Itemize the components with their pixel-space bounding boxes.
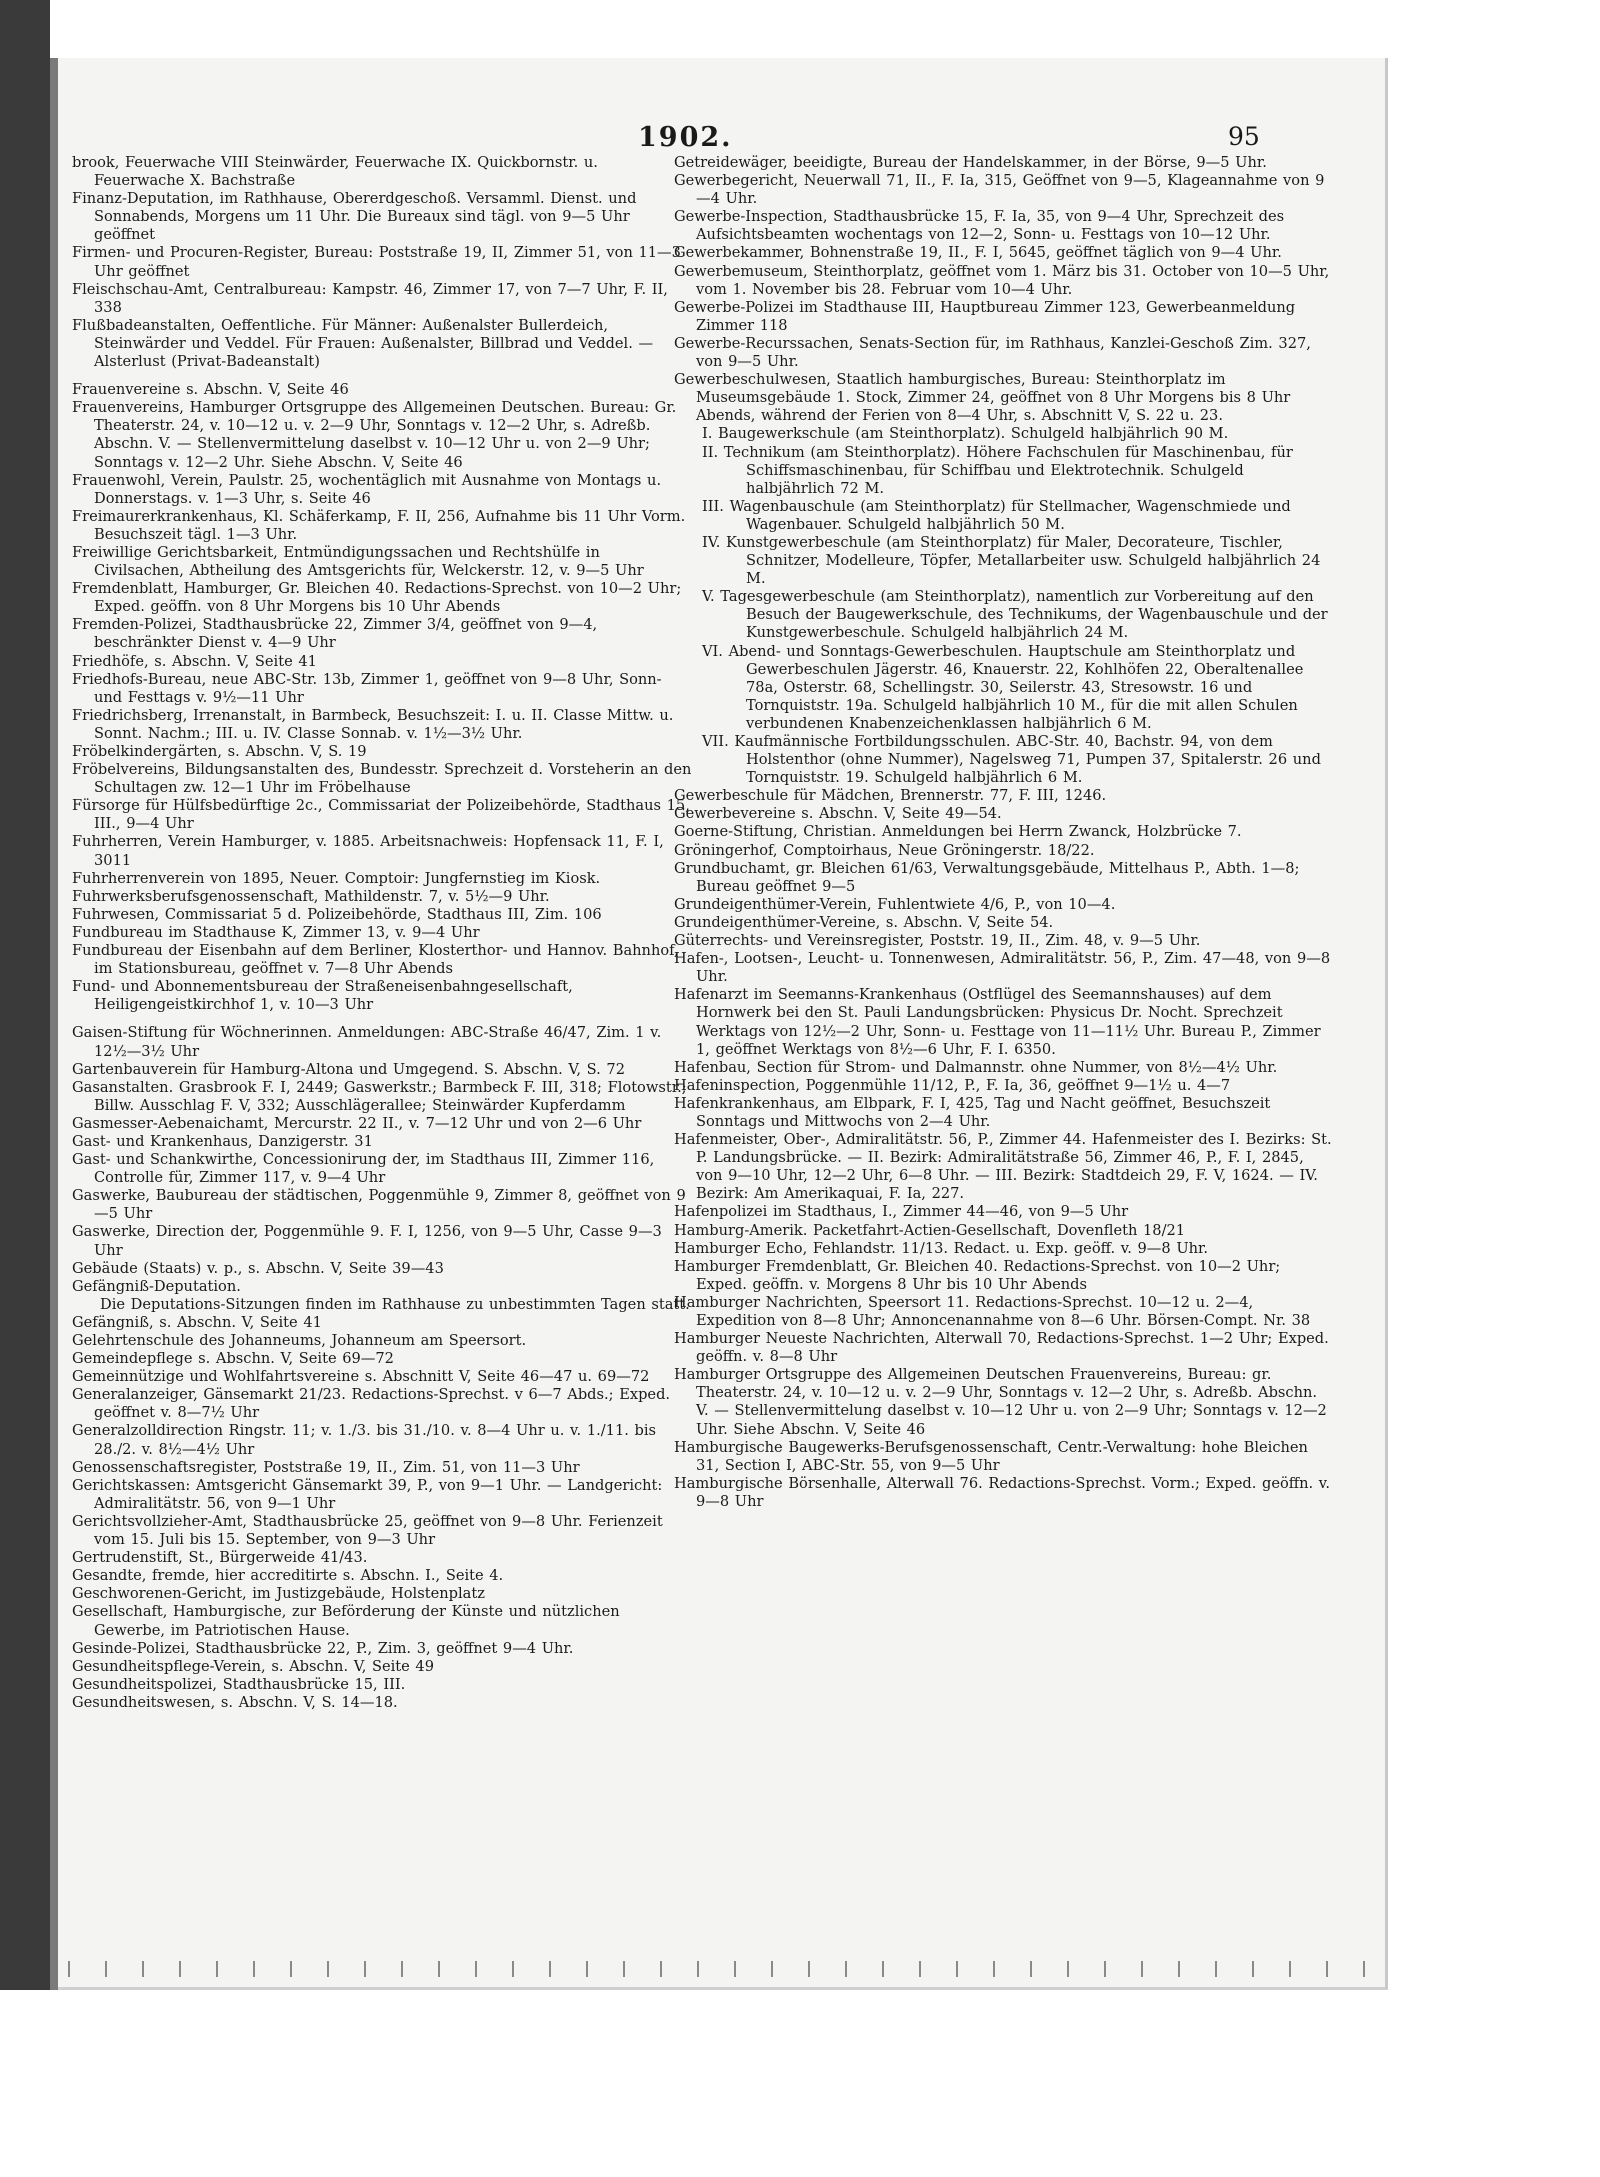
directory-entry: Fuhrherren, Verein Hamburger, v. 1885. Arbeitsnachweis: Hopfensack 11, F. I, 3011 xyxy=(72,833,664,869)
ruler-tick xyxy=(845,1961,847,1977)
directory-entry: Gewerbevereine s. Abschn. V, Seite 49—54. xyxy=(674,805,1002,823)
directory-entry: Hafenmeister, Ober-, Admiralitätstr. 56, P., Zimmer 44. Hafenmeister des I. Bezirks: St. P. Landungsbrücke. — II. Bezirk: Admiralitätstraße 56, Zimmer 46, P., F. I, 2845, von 9—10 Uhr, 12—2 Uhr, 6—8 Uhr. — III. Bezirk: Stadtdeich 29, F. V, 1624. — IV. Bezirk: Am Amerikaquai, F. Ia, 227. xyxy=(674,1131,1332,1203)
directory-entry: Gertrudenstift, St., Bürgerweide 41/43. xyxy=(72,1549,368,1567)
directory-entry: Friedrichsberg, Irrenanstalt, in Barmbeck, Besuchszeit: I. u. II. Classe Mittw. u. Sonnt. Nachm.; III. u. IV. Classe Sonnab. v. 1½—3½ Uhr. xyxy=(72,706,674,742)
ruler-tick xyxy=(105,1961,107,1977)
directory-entry: Flußbadeanstalten, Oeffentliche. Für Männer: Außenalster Bullerdeich, Steinwärder und Veddel. Für Frauen: Außenalster, Billbrad und Veddel. — Alsterlust (Privat-Badeanstalt) xyxy=(72,316,654,371)
ruler-tick xyxy=(438,1961,440,1977)
directory-entry: Gesundheitswesen, s. Abschn. V, S. 14—18. xyxy=(72,1693,398,1711)
directory-entry: Generalzolldirection Ringstr. 11; v. 1./3. bis 31./10. v. 8—4 Uhr u. v. 1./11. bis 28./2. v. 8½—4½ Uhr xyxy=(72,1422,657,1458)
directory-entry: Hamburg-Amerik. Packetfahrt-Actien-Gesellschaft, Dovenfleth 18/21 xyxy=(674,1221,1186,1239)
directory-entry: Fremden-Polizei, Stadthausbrücke 22, Zimmer 3/4, geöffnet von 9—4, beschränkter Dienst v. 4—9 Uhr xyxy=(72,616,598,652)
ruler-tick xyxy=(697,1961,699,1977)
directory-entry: Finanz-Deputation, im Rathhause, Obererdgeschoß. Versamml. Dienst. und Sonnabends, Morgens um 11 Uhr. Die Bureaux sind tägl. von 9—5 Uhr geöffnet xyxy=(72,190,637,244)
directory-entry: Gelehrtenschule des Johanneums, Johanneum am Speersort. xyxy=(72,1332,527,1349)
ruler-tick xyxy=(475,1961,477,1977)
directory-entry: Hamburgische Börsenhalle, Alterwall 76. Redactions-Sprechst. Vorm.; Exped. geöffn. v. 9—8 Uhr xyxy=(674,1474,1330,1510)
directory-entry: Frauenvereine s. Abschn. V, Seite 46 xyxy=(72,381,349,399)
directory-entry: VII. Kaufmännische Fortbildungsschulen. ABC-Str. 40, Bachstr. 94, von dem Holstenthor (ohne Nummer), Nagelsweg 71, Pumpen 37, Spitalerstr. 26 und Tornquiststr. 19. Schulgeld halbjährlich 6 M. xyxy=(702,733,1321,787)
ruler-tick xyxy=(1363,1961,1365,1977)
directory-entry: brook, Feuerwache VIII Steinwärder, Feuerwache IX. Quickbornstr. u. Feuerwache X. Bachstraße xyxy=(72,154,598,190)
directory-entry: Gemeinnützige und Wohlfahrtsvereine s. Abschnitt V, Seite 46—47 u. 69—72 xyxy=(72,1368,650,1386)
directory-entry: II. Technikum (am Steinthorplatz). Höhere Fachschulen für Maschinenbau, für Schiffsmaschinenbau, für Schiffbau und Elektrotechnik. Schulgeld halbjährlich 72 M. xyxy=(702,443,1293,497)
directory-entry: V. Tagesgewerbeschule (am Steinthorplatz), namentlich zur Vorbereitung auf den Besuch der Baugewerkschule, des Technikums, der Wagenbauschule und der Kunstgewerbeschule. Schulgeld halbjährlich 24 M. xyxy=(702,588,1328,642)
directory-entry: Gewerbegericht, Neuerwall 71, II., F. Ia, 315, Geöffnet von 9—5, Klageannahme von 9—4 Uhr. xyxy=(674,172,1325,208)
ruler-tick xyxy=(1326,1961,1328,1977)
directory-entry: Gesinde-Polizei, Stadthausbrücke 22, P., Zim. 3, geöffnet 9—4 Uhr. xyxy=(72,1639,574,1657)
directory-entry: Fuhrwesen, Commissariat 5 d. Polizeibehörde, Stadthaus III, Zim. 106 xyxy=(72,905,602,923)
directory-entry: Fuhrwerksberufsgenossenschaft, Mathildenstr. 7, v. 5½—9 Uhr. xyxy=(72,887,550,905)
directory-entry: Gesandte, fremde, hier accreditirte s. Abschn. I., Seite 4. xyxy=(72,1567,504,1585)
directory-entry: Goerne-Stiftung, Christian. Anmeldungen bei Herrn Zwanck, Holzbrücke 7. xyxy=(674,823,1242,841)
ruler-tick xyxy=(586,1961,588,1977)
directory-entry: Hafenkrankenhaus, am Elbpark, F. I, 425, Tag und Nacht geöffnet, Besuchszeit Sonntags und Mittwochs von 2—4 Uhr. xyxy=(674,1094,1271,1130)
directory-entry: Hafenbau, Section für Strom- und Dalmannstr. ohne Nummer, von 8½—4½ Uhr. xyxy=(674,1058,1278,1076)
directory-entry: Friedhöfe, s. Abschn. V, Seite 41 xyxy=(72,652,317,670)
directory-entry: Frauenvereins, Hamburger Ortsgruppe des Allgemeinen Deutschen. Bureau: Gr. Theaterstr. 24, v. 10—12 u. v. 2—9 Uhr, Sonntags v. 12—2 Uhr, s. Adreßb. Abschn. V. — Stellenvermittelung daselbst v. 10—12 Uhr u. von 2—9 Uhr; Sonntags v. 12—2 Uhr. Siehe Abschn. V, Seite 46 xyxy=(72,399,677,471)
directory-entry: Fröbelkindergärten, s. Abschn. V, S. 19 xyxy=(72,743,367,760)
left-column xyxy=(72,154,692,1712)
ruler-tick xyxy=(1215,1961,1217,1977)
directory-entry: Fuhrherrenverein von 1895, Neuer. Comptoir: Jungfernstieg im Kiosk. xyxy=(72,869,601,887)
directory-entry: Gefängniß, s. Abschn. V, Seite 41 xyxy=(72,1313,322,1331)
directory-entry: Fremdenblatt, Hamburger, Gr. Bleichen 40. Redactions-Sprechst. von 10—2 Uhr; Exped. geöffn. von 8 Uhr Morgens bis 10 Uhr Abends xyxy=(72,580,682,616)
directory-entry: Gerichtskassen: Amtsgericht Gänsemarkt 39, P., von 9—1 Uhr. — Landgericht: Admiralitätstr. 56, von 9—1 Uhr xyxy=(72,1476,663,1512)
directory-entry: Gewerbe-Inspection, Stadthausbrücke 15, F. Ia, 35, von 9—4 Uhr, Sprechzeit des Aufsichtsbeamten wochentags von 12—2, Sonn- u. Festtags von 10—12 Uhr. xyxy=(674,208,1285,244)
directory-entry: Gewerbeschule für Mädchen, Brennerstr. 77, F. III, 1246. xyxy=(674,787,1107,805)
ruler-tick xyxy=(882,1961,884,1977)
directory-entry: Gewerbeschulwesen, Staatlich hamburgisches, Bureau: Steinthorplatz im Museumsgebäude 1. Stock, Zimmer 24, geöffnet von 8 Uhr Morgens bis 8 Uhr Abends, während der Ferien von 8—4 Uhr, s. Abschnitt V, S. 22 u. 23. xyxy=(674,371,1291,425)
directory-entry: Gefängniß-Deputation. xyxy=(72,1277,241,1295)
ruler-tick xyxy=(771,1961,773,1977)
directory-entry: Hafenarzt im Seemanns-Krankenhaus (Ostflügel des Seemannshauses) auf dem Hornwerk bei den St. Pauli Landungsbrücken: Physicus Dr. Nocht. Sprechzeit Werktags von 12½—2 Uhr, Sonn- u. Festtage von 11—11½ Uhr. Bureau P., Zimmer 1, geöffnet Werktags von 8½—6 Uhr, F. I. 6350. xyxy=(674,986,1321,1058)
directory-entry: Fürsorge für Hülfsbedürftige 2c., Commissariat der Polizeibehörde, Stadthaus 15, III., 9—4 Uhr xyxy=(72,797,690,833)
directory-entry: Hafeninspection, Poggenmühle 11/12, P., F. Ia, 36, geöffnet 9—1½ u. 4—7 xyxy=(674,1076,1231,1094)
page-year: 1902. xyxy=(638,122,733,153)
directory-entry: Frauenwohl, Verein, Paulstr. 25, wochentäglich mit Ausnahme von Montags u. Donnerstags. v. 1—3 Uhr, s. Seite 46 xyxy=(72,471,662,507)
directory-entry: Gewerbe-Recurssachen, Senats-Section für, im Rathhaus, Kanzlei-Geschoß Zim. 327, von 9—5 Uhr. xyxy=(674,334,1311,371)
directory-entry: Firmen- und Procuren-Register, Bureau: Poststraße 19, II, Zimmer 51, von 11—3 Uhr geöffnet xyxy=(72,244,681,280)
directory-entry: Gaisen-Stiftung für Wöchnerinnen. Anmeldungen: ABC-Straße 46/47, Zim. 1 v. 12½—3½ Uhr xyxy=(72,1024,662,1060)
directory-entry: Fundbureau im Stadthause K, Zimmer 13, v. 9—4 Uhr xyxy=(72,923,480,941)
ruler-tick xyxy=(512,1961,514,1977)
directory-entry: Hamburger Neueste Nachrichten, Alterwall 70, Redactions-Sprechst. 1—2 Uhr; Exped. geöffn. v. 8—8 Uhr xyxy=(674,1330,1329,1366)
directory-entry: Freiwillige Gerichtsbarkeit, Entmündigungssachen und Rechtshülfe in Civilsachen, Abtheilung des Amtsgerichts für, Welckerstr. 12, v. 9—5 Uhr xyxy=(72,543,644,580)
right-column xyxy=(674,154,1334,1511)
directory-entry: Gaswerke, Baubureau der städtischen, Poggenmühle 9, Zimmer 8, geöffnet von 9—5 Uhr xyxy=(72,1187,686,1223)
directory-entry: Die Deputations-Sitzungen finden im Rathhause zu unbestimmten Tagen statt. xyxy=(100,1295,690,1313)
ruler-tick xyxy=(290,1961,292,1977)
directory-entry: I. Baugewerkschule (am Steinthorplatz). Schulgeld halbjährlich 90 M. xyxy=(702,425,1229,443)
directory-entry: Grundbuchamt, gr. Bleichen 61/63, Verwaltungsgebäude, Mittelhaus P., Abth. 1—8; Bureau geöffnet 9—5 xyxy=(674,859,1300,895)
ruler-tick xyxy=(253,1961,255,1977)
directory-entry: Hamburger Fremdenblatt, Gr. Bleichen 40. Redactions-Sprechst. von 10—2 Uhr; Exped. geöffn. v. Morgens 8 Uhr bis 10 Uhr Abends xyxy=(674,1257,1281,1293)
directory-entry: Freimaurerkrankenhaus, Kl. Schäferkamp, F. II, 256, Aufnahme bis 11 Uhr Vorm. Besuchszeit tägl. 1—3 Uhr. xyxy=(72,507,686,543)
directory-entry: Hafenpolizei im Stadthaus, I., Zimmer 44—46, von 9—5 Uhr xyxy=(674,1203,1129,1221)
directory-entry: Gewerbemuseum, Steinthorplatz, geöffnet vom 1. März bis 31. October von 10—5 Uhr, vom 1. November bis 28. Februar vom 10—4 Uhr. xyxy=(674,262,1330,298)
directory-entry: Friedhofs-Bureau, neue ABC-Str. 13b, Zimmer 1, geöffnet von 9—8 Uhr, Sonn- und Festtags v. 9½—11 Uhr xyxy=(72,670,662,706)
ruler-tick xyxy=(327,1961,329,1977)
directory-entry: Fleischschau-Amt, Centralbureau: Kampstr. 46, Zimmer 17, von 7—7 Uhr, F. II, 338 xyxy=(72,280,668,316)
ruler-tick xyxy=(808,1961,810,1977)
book-page xyxy=(58,58,1388,1990)
directory-entry: Gast- und Krankenhaus, Danzigerstr. 31 xyxy=(72,1132,373,1150)
directory-entry: VI. Abend- und Sonntags-Gewerbeschulen. Hauptschule am Steinthorplatz und Gewerbeschulen Jägerstr. 46, Knauerstr. 22, Kohlhöfen 22, Oberaltenallee 78a, Osterstr. 68, Schellingstr. 30, Seilerstr. 43, Stresowstr. 16 und Tornquiststr. 19a. Schulgeld halbjährlich 10 M., für die mit allen Schulen verbundenen Knabenzeichenklassen halbjährlich 6 M. xyxy=(702,642,1304,732)
ruler-tick xyxy=(1252,1961,1254,1977)
ruler-tick xyxy=(216,1961,218,1977)
ruler-tick xyxy=(623,1961,625,1977)
ruler-tick xyxy=(956,1961,958,1977)
directory-entry: Gasmesser-Aebenaichamt, Mercurstr. 22 II., v. 7—12 Uhr und von 2—6 Uhr xyxy=(72,1114,642,1132)
ruler-tick xyxy=(1067,1961,1069,1977)
directory-entry: Genossenschaftsregister, Poststraße 19, II., Zim. 51, von 11—3 Uhr xyxy=(72,1458,580,1476)
directory-entry: Gast- und Schankwirthe, Concessionirung der, im Stadthaus III, Zimmer 116, Controlle für, Zimmer 117, v. 9—4 Uhr xyxy=(72,1151,655,1187)
directory-entry: Gewerbe-Polizei im Stadthause III, Hauptbureau Zimmer 123, Gewerbeanmeldung Zimmer 118 xyxy=(674,298,1296,334)
ruler-tick xyxy=(993,1961,995,1977)
page-number: 95 xyxy=(1228,122,1260,151)
ruler-tick xyxy=(1141,1961,1143,1977)
ruler-tick xyxy=(549,1961,551,1977)
ruler-tick xyxy=(179,1961,181,1977)
directory-entry: III. Wagenbauschule (am Steinthorplatz) für Stellmacher, Wagenschmiede und Wagenbauer. Schulgeld halbjährlich 50 M. xyxy=(702,497,1291,533)
directory-entry: Gemeindepflege s. Abschn. V, Seite 69—72 xyxy=(72,1350,394,1368)
ruler-tick xyxy=(1104,1961,1106,1977)
directory-entry: Getreidewäger, beeidigte, Bureau der Handelskammer, in der Börse, 9—5 Uhr. xyxy=(674,154,1267,171)
directory-entry: Gesellschaft, Hamburgische, zur Beförderung der Künste und nützlichen Gewerbe, im Patriotischen Hause. xyxy=(72,1603,620,1639)
directory-entry: Hamburger Echo, Fehlandstr. 11/13. Redact. u. Exp. geöff. v. 9—8 Uhr. xyxy=(674,1239,1209,1257)
directory-entry: Gerichtsvollzieher-Amt, Stadthausbrücke 25, geöffnet von 9—8 Uhr. Ferienzeit vom 15. Juli bis 15. September, von 9—3 Uhr xyxy=(72,1512,663,1549)
directory-entry: Grundeigenthümer-Verein, Fuhlentwiete 4/6, P., von 10—4. xyxy=(674,895,1116,913)
ruler-tick xyxy=(68,1961,70,1977)
directory-entry: Hafen-, Lootsen-, Leucht- u. Tonnenwesen, Admiralitätstr. 56, P., Zim. 47—48, von 9—8 Uhr. xyxy=(674,950,1331,986)
scan-ruler xyxy=(58,1957,1388,1977)
directory-entry: Gebäude (Staats) v. p., s. Abschn. V, Seite 39—43 xyxy=(72,1259,444,1277)
directory-entry: Hamburger Ortsgruppe des Allgemeinen Deutschen Frauenvereins, Bureau: gr. Theaterstr. 24, v. 10—12 u. v. 2—9 Uhr, Sonntags v. 12—2 Uhr, s. Adreßb. Abschn. V. — Stellenvermittelung daselbst v. 10—12 Uhr u. von 2—9 Uhr; Sonntags v. 12—2 Uhr. Siehe Abschn. V, Seite 46 xyxy=(674,1366,1327,1438)
directory-entry: Geschworenen-Gericht, im Justizgebäude, Holstenplatz xyxy=(72,1585,485,1603)
directory-entry: Gröningerhof, Comptoirhaus, Neue Gröningerstr. 18/22. xyxy=(674,841,1095,859)
directory-entry: Fröbelvereins, Bildungsanstalten des, Bundesstr. Sprechzeit d. Vorsteherin an den Schultagen zw. 12—1 Uhr im Fröbelhause xyxy=(72,761,692,797)
directory-entry: Fund- und Abonnementsbureau der Straßeneisenbahngesellschaft, Heiligengeistkirchhof 1, v. 10—3 Uhr xyxy=(72,978,573,1014)
ruler-tick xyxy=(1178,1961,1180,1977)
directory-entry: Gasanstalten. Grasbrook F. I, 2449; Gaswerkstr.; Barmbeck F. III, 318; Flotowstr.; Billw. Ausschlag F. V, 332; Ausschlägerallee; Steinwärder Kupferdamm xyxy=(72,1078,687,1114)
ruler-tick xyxy=(142,1961,144,1977)
scan-dark-edge xyxy=(0,0,50,1990)
directory-entry: Gewerbekammer, Bohnenstraße 19, II., F. I, 5645, geöffnet täglich von 9—4 Uhr. xyxy=(674,244,1282,262)
directory-entry: Gaswerke, Direction der, Poggenmühle 9. F. I, 1256, von 9—5 Uhr, Casse 9—3 Uhr xyxy=(72,1223,662,1259)
directory-entry: Hamburger Nachrichten, Speersort 11. Redactions-Sprechst. 10—12 u. 2—4, Expedition von 8—8 Uhr; Annoncenannahme von 8—6 Uhr. Börsen-Compt. Nr. 38 xyxy=(674,1293,1311,1329)
directory-entry: Generalanzeiger, Gänsemarkt 21/23. Redactions-Sprechst. v 6—7 Abds.; Exped. geöffnet v. 8—7½ Uhr xyxy=(72,1386,671,1422)
ruler-tick xyxy=(1289,1961,1291,1977)
ruler-tick xyxy=(919,1961,921,1977)
directory-entry: Fundbureau der Eisenbahn auf dem Berliner, Klosterthor- und Hannov. Bahnhof, im Stationsbureau, geöffnet v. 7—8 Uhr Abends xyxy=(72,942,679,978)
directory-entry: Gesundheitspolizei, Stadthausbrücke 15, III. xyxy=(72,1675,406,1693)
ruler-tick xyxy=(401,1961,403,1977)
ruler-tick xyxy=(364,1961,366,1977)
directory-entry: IV. Kunstgewerbeschule (am Steinthorplatz) für Maler, Decorateure, Tischler, Schnitzer, Modelleure, Töpfer, Metallarbeiter usw. Schulgeld halbjährlich 24 M. xyxy=(702,533,1321,588)
directory-entry: Grundeigenthümer-Vereine, s. Abschn. V, Seite 54. xyxy=(674,913,1054,931)
scan-edge-shadow xyxy=(50,58,58,1990)
directory-entry: Hamburgische Baugewerks-Berufsgenossenschaft, Centr.-Verwaltung: hohe Bleichen 31, Section I, ABC-Str. 55, von 9—5 Uhr xyxy=(674,1438,1308,1474)
directory-entry: Güterrechts- und Vereinsregister, Poststr. 19, II., Zim. 48, v. 9—5 Uhr. xyxy=(674,932,1201,950)
directory-entry: Gesundheitspflege-Verein, s. Abschn. V, Seite 49 xyxy=(72,1657,434,1675)
ruler-tick xyxy=(1030,1961,1032,1977)
ruler-tick xyxy=(734,1961,736,1977)
directory-entry: Gartenbauverein für Hamburg-Altona und Umgegend. S. Abschn. V, S. 72 xyxy=(72,1060,626,1078)
ruler-tick xyxy=(660,1961,662,1977)
